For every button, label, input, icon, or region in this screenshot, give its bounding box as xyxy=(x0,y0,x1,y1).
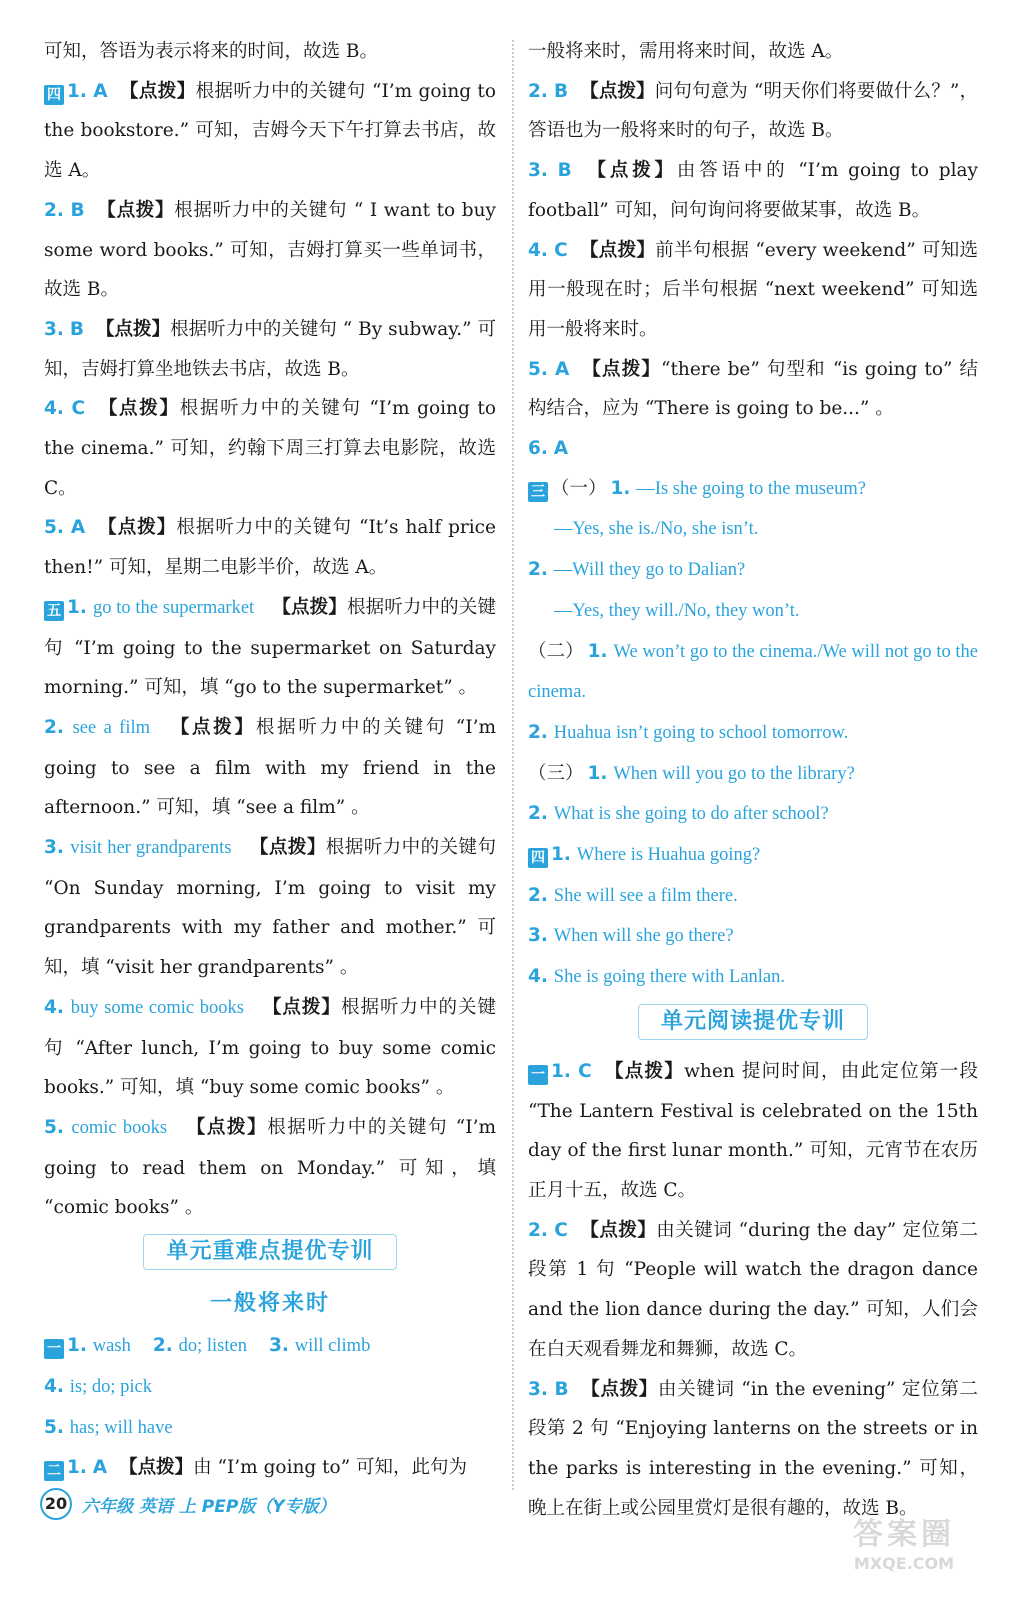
hint-tag: 【点拨】 xyxy=(119,1457,194,1479)
hint-tag: 【点拨】 xyxy=(119,80,196,102)
question-number: 3. xyxy=(528,925,548,947)
hint-tag: 【点拨】 xyxy=(272,596,347,618)
explanation-text: 根据听力中的关键句 “I’m going to the bookstore.” 可知，吉姆今天下午打算去书店，故选 A。 xyxy=(44,80,496,182)
answer-entry xyxy=(528,754,978,795)
section-heading xyxy=(44,1234,496,1278)
hint-tag: 【点拨】 xyxy=(579,1219,657,1241)
page-number: 20 xyxy=(40,1488,72,1520)
answer-text: —Yes, she is./No, she isn’t. xyxy=(554,519,759,540)
answer-entry xyxy=(44,310,496,389)
question-number: 4. xyxy=(528,966,548,988)
section-heading-text: 单元阅读提优专训 xyxy=(638,1004,868,1040)
answer-text: Where is Huahua going? xyxy=(576,845,761,866)
explanation-text: 根据听力中的关键句 “I’m going to read them on Monday.” 可知，填 “comic books” 。 xyxy=(44,1116,496,1219)
subsection-label: （二） xyxy=(528,640,584,662)
watermark-url: MXQE.COM xyxy=(853,1554,955,1573)
hint-tag: 【点拨】 xyxy=(581,358,662,380)
hint-tag: 【点拨】 xyxy=(249,837,326,859)
answer-text: do; listen xyxy=(178,1336,247,1357)
question-number: 2. xyxy=(44,199,64,221)
answer-entry xyxy=(528,550,978,591)
question-number: 1. xyxy=(587,640,608,662)
section-badge: 一 xyxy=(44,1339,64,1359)
answer-entry xyxy=(528,429,978,469)
question-number: 1. xyxy=(551,1060,571,1082)
question-number: 1. xyxy=(610,477,631,499)
question-number: 1. xyxy=(67,1457,87,1479)
explanation-text: 根据听力中的关键句 “ By subway.” 可知，吉姆打算坐地铁去书店，故选 B。 xyxy=(44,318,496,380)
question-number: 4. xyxy=(528,239,548,261)
section-badge: 五 xyxy=(44,601,64,621)
answer-entry xyxy=(528,916,978,957)
subsection-label: （一） xyxy=(551,477,607,499)
explanation-text: 根据听力中的关键句 “I’m going to the cinema.” 可知，约翰下周三打算去电影院，故选 C。 xyxy=(44,398,496,499)
question-number: 1. xyxy=(67,80,87,102)
explanation-text: 根据听力中的关键句 “I’m going to see a film with my friend in the afternoon.” 可知，填 “see a film” 。 xyxy=(44,716,496,819)
answer-choice: B xyxy=(70,199,85,221)
answer-text: visit her grandparents xyxy=(70,838,232,859)
explanation-text: 由关键词 “during the day” 定位第二段第 1 句 “People will watch the dragon dance and the lion dance during the day.” 可知，人们会在白天观看舞龙和舞狮，故选 C。 xyxy=(528,1219,978,1360)
text-line xyxy=(528,32,978,72)
section-badge: 二 xyxy=(44,1461,64,1481)
subsection-label: （三） xyxy=(528,762,584,784)
hint-tag: 【点拨】 xyxy=(580,80,655,102)
hint-tag: 【点拨】 xyxy=(185,1116,268,1138)
answer-entry xyxy=(44,1408,496,1449)
section-heading xyxy=(528,1004,978,1048)
explanation-text: 根据听力中的关键句 “It’s half price then!” 可知，星期二电影半价，故选 A。 xyxy=(44,517,496,579)
answer-choice: B xyxy=(554,1378,569,1400)
answer-text: —Is she going to the museum? xyxy=(636,478,866,499)
answer-text: She will see a film there. xyxy=(553,885,738,906)
answer-entry xyxy=(528,632,978,713)
answer-text: will climb xyxy=(294,1336,371,1357)
answer-entry xyxy=(528,509,978,550)
answer-choice: B xyxy=(69,318,84,340)
answer-entry xyxy=(528,591,978,632)
answer-entry xyxy=(44,72,496,191)
question-number: 1. xyxy=(67,596,87,618)
answer-text: comic books xyxy=(71,1117,168,1138)
answer-choice: A xyxy=(70,517,86,539)
answer-entry xyxy=(528,957,978,998)
answer-text: wash xyxy=(92,1336,131,1357)
answer-entry xyxy=(528,876,978,917)
explanation-text: 根据听力中的关键句 “ I want to buy some word books.” 可知，吉姆打算买一些单词书，故选 B。 xyxy=(44,199,496,301)
answer-entry xyxy=(528,713,978,754)
answer-entry xyxy=(44,588,496,708)
answer-entry xyxy=(44,508,496,587)
answer-entry xyxy=(528,151,978,230)
watermark xyxy=(814,1516,994,1586)
question-number: 3. xyxy=(528,1378,548,1400)
answer-choice: B xyxy=(553,80,569,102)
answer-choice: C xyxy=(578,1060,592,1082)
section-badge: 三 xyxy=(528,482,548,502)
answer-entry xyxy=(528,794,978,835)
question-number: 4. xyxy=(44,1375,64,1397)
hint-tag: 【点拨】 xyxy=(97,517,177,539)
watermark-logo: 答案圈 xyxy=(853,1517,955,1552)
answer-entry xyxy=(44,389,496,508)
explanation-text: “there be” 句型和 “is going to” 结构结合，应为 “There is going to be...” 。 xyxy=(528,358,978,420)
answer-text: has; will have xyxy=(69,1417,173,1438)
answer-text: buy some comic books xyxy=(70,997,244,1018)
explanation-text: 根据听力中的关键句 “On Sunday morning, I’m going to visit my grandparents with my father and mother.” 可知，填 “visit her grandparents” 。 xyxy=(44,837,496,979)
answer-entry xyxy=(528,72,978,151)
hint-tag: 【点拨】 xyxy=(603,1060,685,1082)
answer-text: We won’t go to the cinema./We will not go to the cinema. xyxy=(528,641,978,703)
section-badge: 四 xyxy=(44,85,64,105)
hint-tag: 【点拨】 xyxy=(583,160,677,182)
question-number: 4. xyxy=(44,398,64,420)
question-number: 5. xyxy=(528,358,548,380)
answer-text: see a film xyxy=(72,717,150,738)
explanation-text: 由关键词 “in the evening” 定位第二段第 2 句 “Enjoying lanterns on the streets or in the parks is interesting in the evening.” 可知，晚上在街上或公园里赏灯是很有趣的，故选 B。 xyxy=(528,1378,978,1519)
right-column xyxy=(528,32,978,1528)
question-number: 5. xyxy=(44,1116,64,1138)
explanation-text: 由答语中的 “I’m going to play football” 可知，问句询问将要做某事，故选 B。 xyxy=(528,160,978,221)
question-number: 5. xyxy=(44,1416,64,1438)
answer-entry xyxy=(44,828,496,988)
answer-entry xyxy=(44,1367,496,1408)
hint-tag: 【点拨】 xyxy=(96,199,175,221)
hint-tag: 【点拨】 xyxy=(579,239,656,261)
hint-tag: 【点拨】 xyxy=(261,996,341,1018)
left-column xyxy=(44,32,496,1488)
question-number: 1. xyxy=(67,1335,87,1357)
text-line xyxy=(44,32,496,72)
column-divider xyxy=(512,40,514,1490)
section-subtitle: 一般将来时 xyxy=(209,1291,330,1317)
question-number: 3. xyxy=(528,160,548,182)
answer-choice: A xyxy=(93,80,108,102)
explanation-text: 前半句根据 “every weekend” 可知选用一般现在时；后半句根据 “next weekend” 可知选用一般将来时。 xyxy=(528,239,978,340)
answer-text: When will you go to the library? xyxy=(613,763,855,784)
answer-entry xyxy=(528,231,978,350)
question-number: 2. xyxy=(528,721,548,743)
hint-tag: 【点拨】 xyxy=(580,1378,658,1400)
question-number: 3. xyxy=(268,1335,289,1357)
answer-entry xyxy=(528,1052,978,1211)
explanation-text: 根据听力中的关键句 “After lunch, I’m going to buy some comic books.” 可知，填 “buy some comic books” 。 xyxy=(44,996,496,1099)
explanation-text: 问句句意为 “明天你们将要做什么？”，答语也为一般将来时的句子，故选 B。 xyxy=(528,80,978,142)
page-footer xyxy=(40,1486,336,1522)
question-number: 2. xyxy=(528,80,548,102)
answer-choice: B xyxy=(557,160,572,182)
answer-text: —Will they go to Dalian? xyxy=(553,560,746,581)
explanation-text: 根据听力中的关键句 “I’m going to the supermarket on Saturday morning.” 可知，填 “go to the supermarket” 。 xyxy=(44,596,496,699)
answer-text: is; do; pick xyxy=(69,1376,153,1397)
section-heading-text: 单元重难点提优专训 xyxy=(143,1234,396,1270)
question-number: 2. xyxy=(528,884,548,906)
answer-choice: A xyxy=(92,1457,108,1479)
answer-text: When will she go there? xyxy=(553,926,734,947)
answer-entry xyxy=(44,1448,496,1488)
answer-choice: A xyxy=(553,438,569,460)
answer-text: She is going there with Lanlan. xyxy=(553,967,786,988)
answer-choice: A xyxy=(554,358,570,380)
answer-entry xyxy=(528,1211,978,1370)
question-number: 2. xyxy=(44,716,64,738)
answer-text: go to the supermarket xyxy=(92,597,255,618)
question-number: 2. xyxy=(528,803,548,825)
question-number: 4. xyxy=(44,996,64,1018)
question-number: 2. xyxy=(152,1335,173,1357)
answer-entry xyxy=(528,1370,978,1529)
section-badge: 一 xyxy=(528,1065,548,1085)
section-badge: 四 xyxy=(528,848,548,868)
explanation-text: 可知，答语为表示将来的时间，故选 B。 xyxy=(44,41,378,62)
question-number: 1. xyxy=(551,844,571,866)
answer-entry xyxy=(528,350,978,429)
question-number: 1. xyxy=(587,762,608,784)
answer-text: —Yes, they will./No, they won’t. xyxy=(554,600,800,621)
explanation-text: 一般将来时，需用将来时间，故选 A。 xyxy=(528,41,844,62)
question-number: 6. xyxy=(528,438,548,460)
answer-text: Huahua isn’t going to school tomorrow. xyxy=(553,722,849,743)
book-brand: 六年级 英语 上 PEP版（Y专版） xyxy=(82,1496,336,1517)
answer-entry xyxy=(44,708,496,828)
question-number: 2. xyxy=(528,559,548,581)
answer-entry xyxy=(528,835,978,876)
answer-text: What is she going to do after school? xyxy=(553,804,829,825)
question-number: 3. xyxy=(44,837,64,859)
question-number: 2. xyxy=(528,1219,548,1241)
answer-entry xyxy=(44,1108,496,1228)
hint-tag: 【点拨】 xyxy=(168,716,256,738)
answer-choice: C xyxy=(71,398,86,420)
question-number: 5. xyxy=(44,517,64,539)
explanation-text: 由 “I’m going to” 可知，此句为 xyxy=(193,1457,468,1479)
hint-tag: 【点拨】 xyxy=(97,398,180,420)
explanation-text: when 提问时间，由此定位第一段 “The Lantern Festival is celebrated on the 15th day of the first lunar month.” 可知，元宵节在农历正月十五，故选 C。 xyxy=(528,1060,978,1201)
answer-entry xyxy=(44,191,496,310)
question-number: 3. xyxy=(44,318,64,340)
answer-entry xyxy=(528,469,978,510)
answer-entry xyxy=(44,988,496,1108)
answer-entry xyxy=(44,1326,496,1367)
hint-tag: 【点拨】 xyxy=(95,318,171,340)
answer-choice: C xyxy=(554,1219,568,1241)
answer-choice: C xyxy=(554,239,568,261)
